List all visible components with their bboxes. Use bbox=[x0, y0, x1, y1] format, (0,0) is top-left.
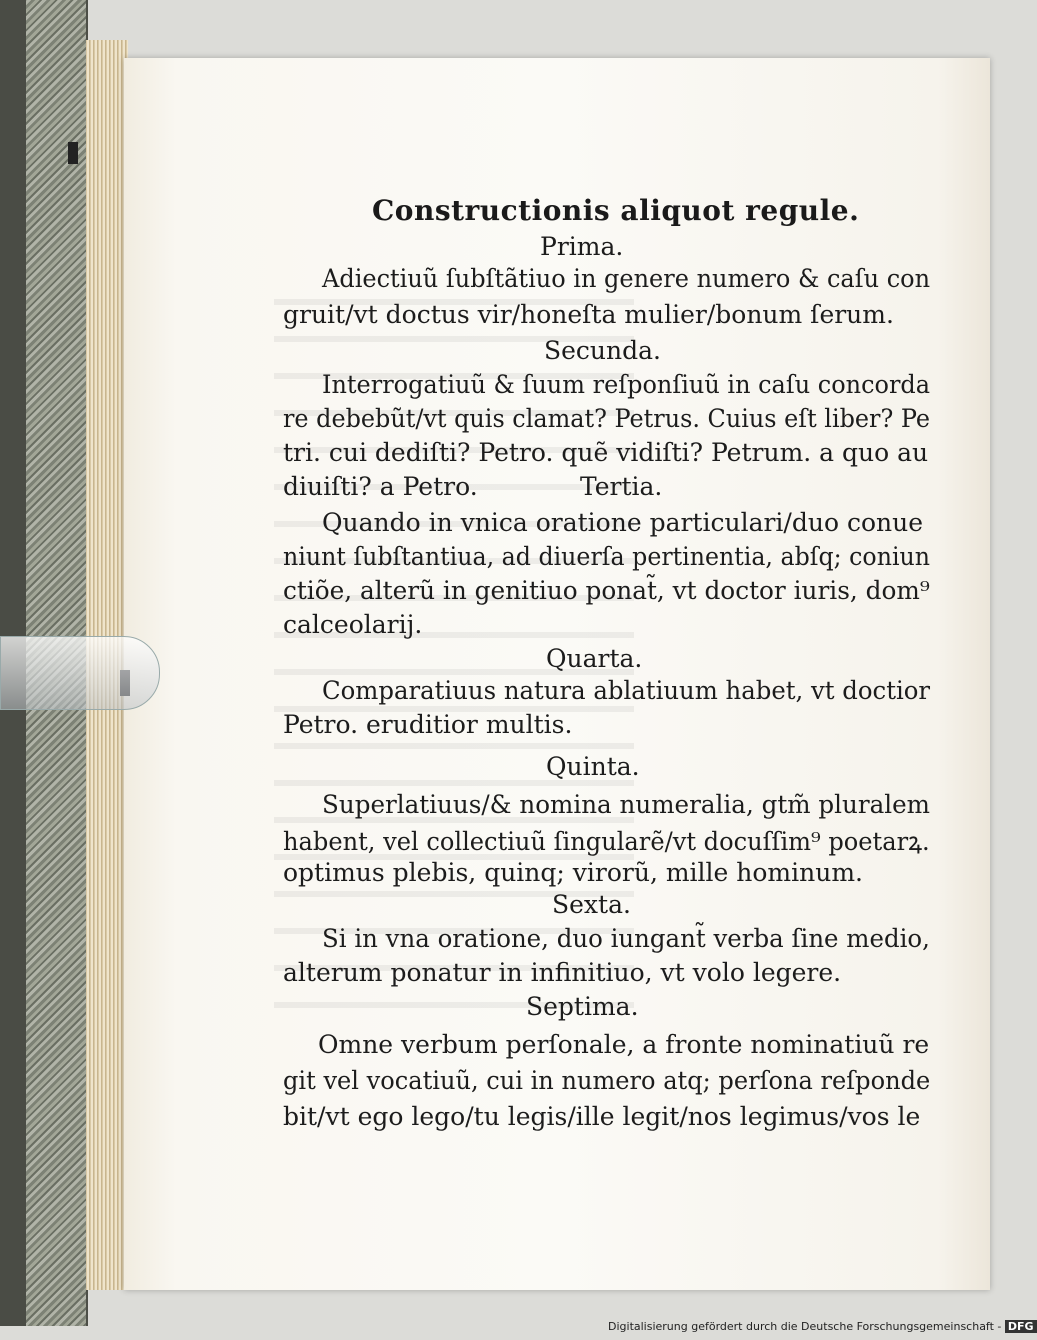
text-line: Omne verbum perſonale, a fronte nominatiuũ re bbox=[318, 1030, 930, 1059]
text-line: Adiectiuũ ſubſtãtiuo in genere numero & caſu con bbox=[322, 264, 931, 293]
text-line: calceolarij. bbox=[283, 610, 423, 639]
text-line: diuiſti? a Petro. bbox=[283, 472, 478, 501]
section-title-tertia: Tertia. bbox=[580, 472, 663, 501]
page-clip bbox=[0, 636, 160, 710]
text-line: ctiõe, alterũ in genitiuo ponat̃, vt doctor iuris, dom⁹ bbox=[283, 576, 930, 605]
section-title-septima: Septima. bbox=[526, 992, 639, 1021]
text-line: bit/vt ego lego/tu legis/ille legit/nos legimus/vos le bbox=[283, 1102, 921, 1131]
section-title-quarta: Quarta. bbox=[546, 644, 643, 673]
page-heading: Constructionis aliquot regule. bbox=[372, 194, 860, 227]
section-title-secunda: Secunda. bbox=[544, 336, 661, 365]
dfg-logo: DFG bbox=[1005, 1320, 1037, 1333]
text-line: optimus plebis, quinq; virorũ, mille hominum. bbox=[283, 858, 863, 887]
text-line: Interrogatiuũ & ſuum reſponſiuũ in caſu concorda bbox=[322, 370, 931, 399]
text-line: Si in vna oratione, duo iungant̃ verba ſine medio, bbox=[322, 924, 930, 953]
text-line: alterum ponatur in infinitiuo, vt volo legere. bbox=[283, 958, 842, 987]
section-title-quinta: Quinta. bbox=[546, 752, 640, 781]
text-line: niunt ſubſtantiua, ad diuerſa pertinentia, abſq; coniun bbox=[283, 542, 931, 571]
text-line: Superlatiuus/& nomina numeralia, gtm̃ pluralem bbox=[322, 790, 931, 819]
text-line: tri. cui dediſti? Petro. quẽ vidiſti? Petrum. a quo au bbox=[283, 438, 929, 467]
text-line: Comparatiuus natura ablatiuum habet, vt doctior bbox=[322, 676, 931, 705]
section-title-sexta: Sexta. bbox=[552, 890, 631, 919]
digitization-footer bbox=[608, 1320, 1037, 1333]
page-tab-marker bbox=[68, 142, 78, 164]
text-line: gruit/vt doctus vir/honeſta mulier/bonum ſerum. bbox=[283, 300, 894, 329]
text-line: habent, vel collectiuũ ſingularẽ/vt docuſſim⁹ poetarꝝ. bbox=[283, 827, 930, 856]
section-title-prima: Prima. bbox=[540, 232, 624, 261]
text-line: re debebũt/vt quis clamat? Petrus. Cuius eſt liber? Pe bbox=[283, 404, 931, 433]
text-line: Quando in vnica oratione particulari/duo conue bbox=[322, 508, 923, 537]
footer-text: Digitalisierung gefördert durch die Deutsche Forschungsgemeinschaft - bbox=[608, 1320, 1002, 1333]
text-line: git vel vocatiuũ, cui in numero atq; perſona reſponde bbox=[283, 1066, 931, 1095]
text-line: Petro. eruditior multis. bbox=[283, 710, 573, 739]
